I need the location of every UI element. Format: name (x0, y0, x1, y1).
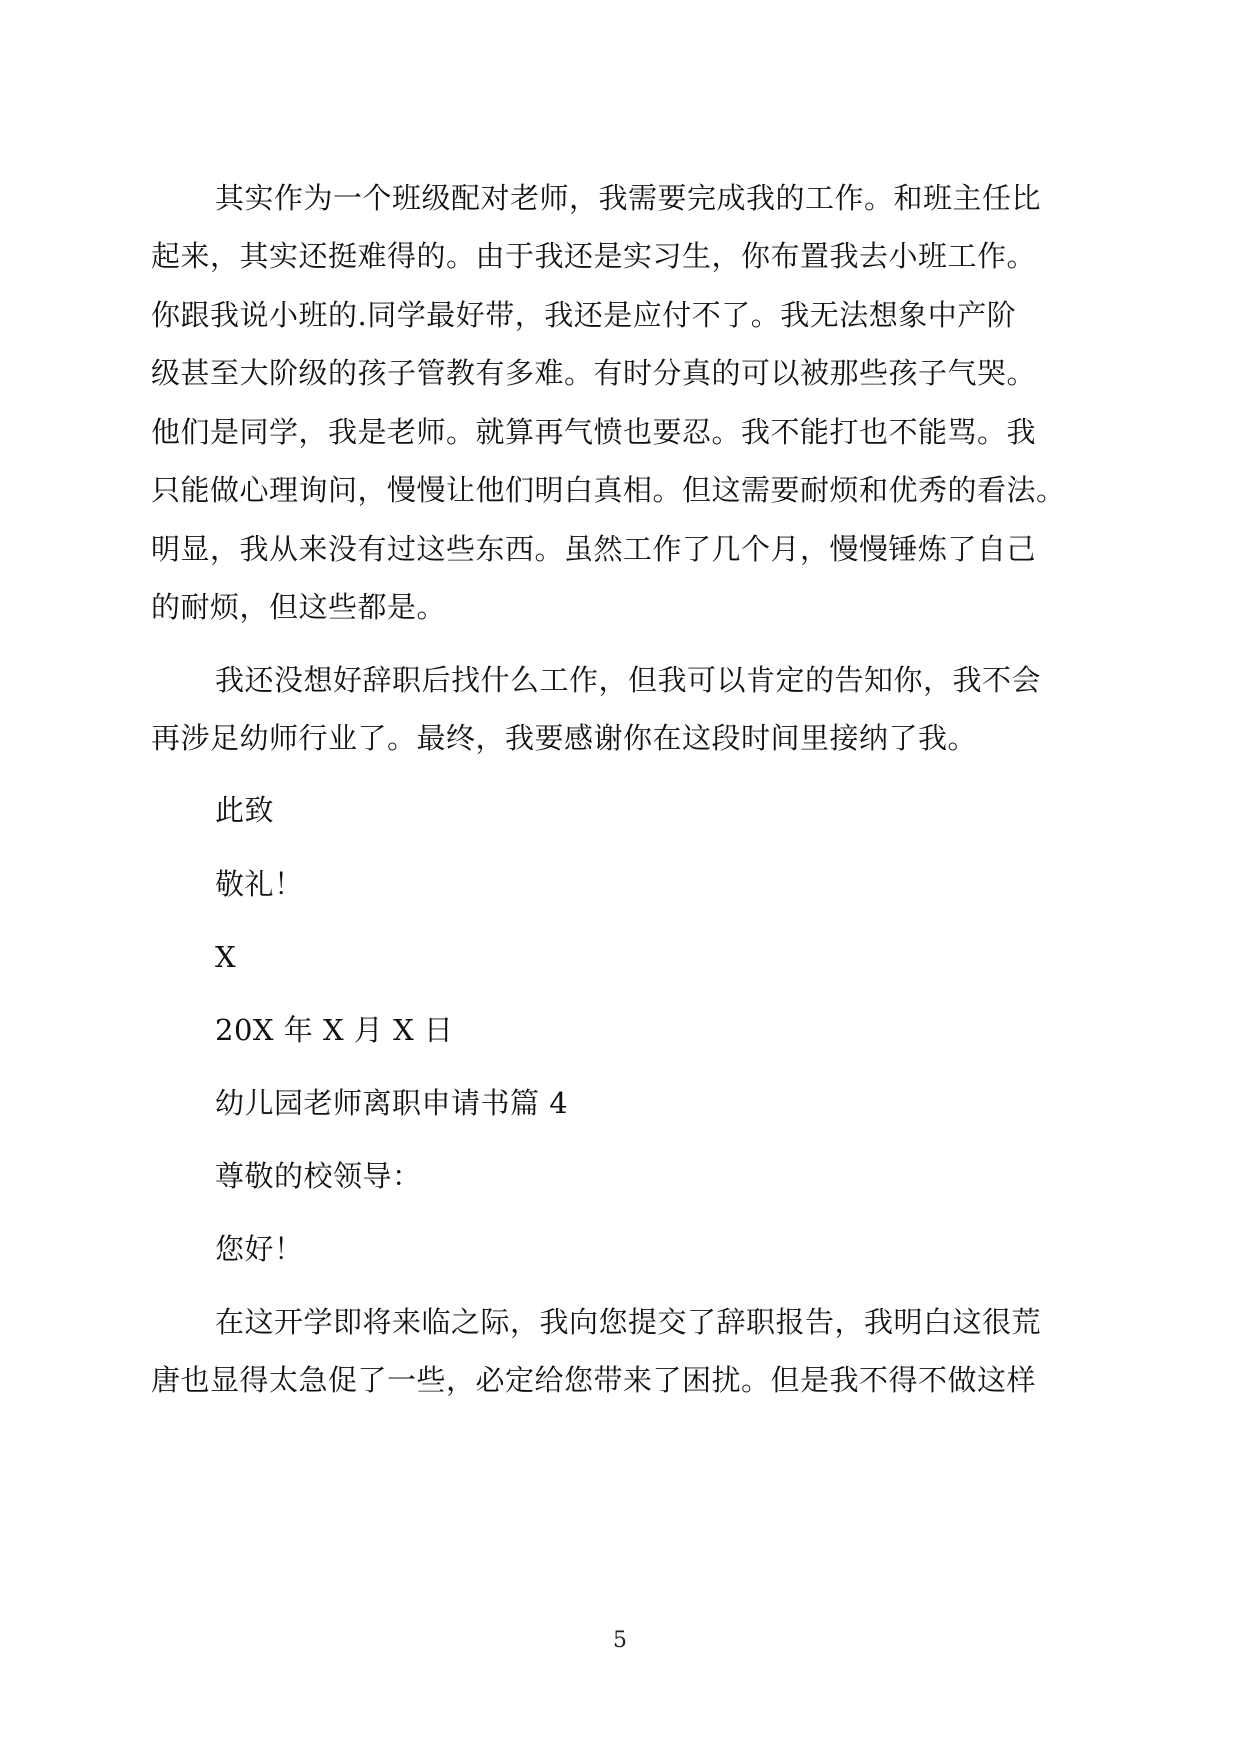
paragraph-1-line-7: 明显，我从来没有过这些东西。虽然工作了几个月，慢慢锤炼了自己 (151, 532, 1037, 566)
paragraph-1-line-2: 起来，其实还挺难得的。由于我还是实习生，你布置我去小班工作。 (151, 239, 1037, 273)
letter-body-line-2: 唐也显得太急促了一些，必定给您带来了困扰。但是我不得不做这样 (151, 1363, 1037, 1397)
closing-salutation: 此致 (215, 793, 275, 827)
paragraph-1-line-1: 其实作为一个班级配对老师，我需要完成我的工作。和班主任比 (215, 181, 1042, 215)
paragraph-1-line-8: 的耐烦，但这些都是。 (151, 590, 447, 624)
letter-body-line-1: 在这开学即将来临之际，我向您提交了辞职报告，我明白这很荒 (215, 1305, 1042, 1339)
letter-recipient: 尊敬的校领导： (215, 1159, 422, 1193)
paragraph-1-line-5: 他们是同学，我是老师。就算再气愤也要忍。我不能打也不能骂。我 (151, 415, 1037, 449)
section-title: 幼儿园老师离职申请书篇 4 (215, 1086, 569, 1120)
paragraph-1-line-4: 级甚至大阶级的孩子管教有多难。有时分真的可以被那些孩子气哭。 (151, 356, 1037, 390)
signature: X (215, 940, 237, 974)
paragraph-1-line-6: 只能做心理询问，慢慢让他们明白真相。但这需要耐烦和优秀的看法。 (151, 473, 1066, 507)
paragraph-2-line-2: 再涉足幼师行业了。最终，我要感谢你在这段时间里接纳了我。 (151, 721, 978, 755)
letter-date: 20X 年 X 月 X 日 (215, 1013, 454, 1047)
page-number: 5 (613, 1628, 627, 1653)
letter-greeting: 您好！ (215, 1232, 304, 1266)
paragraph-2-line-1: 我还没想好辞职后找什么工作，但我可以肯定的告知你，我不会 (215, 663, 1042, 697)
paragraph-1-line-3: 你跟我说小班的.同学最好带，我还是应付不了。我无法想象中产阶 (151, 298, 1017, 332)
closing-regards: 敬礼！ (215, 867, 304, 901)
